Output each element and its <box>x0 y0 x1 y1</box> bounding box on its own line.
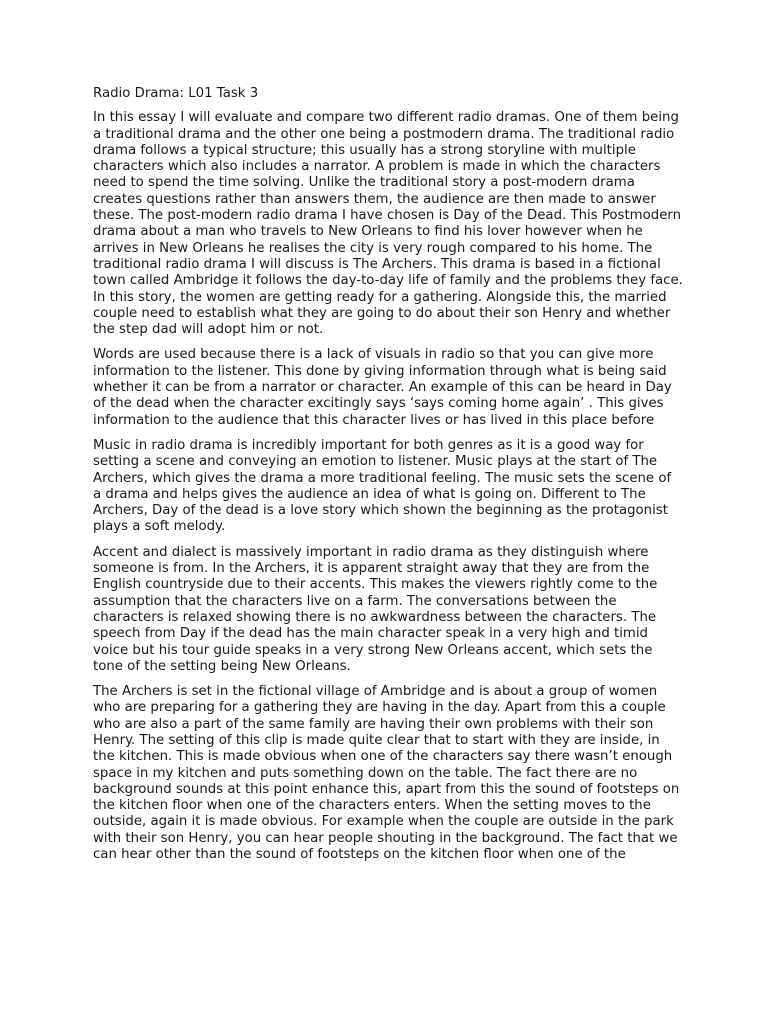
paragraph-introduction: In this essay I will evaluate and compare two different radio dramas. One of them being a traditional drama and the other one being a postmodern drama. The traditional radio drama follows a typical structure; this usually has a strong storyline with multiple characters which also includes a narrator. A problem is made in which the characters need to spend the time solving. Unlike the traditional story a post-modern drama creates questions rather than answers them, the audience are then made to answer these. The post-modern radio drama I have chosen is Day of the Dead. This Postmodern drama about a man who travels to New Orleans to find his lover however when he arrives in New Orleans he realises the city is very rough compared to his home. The traditional radio drama I will discuss is The Archers. This drama is based in a fictional town called Ambridge it follows the day-to-day life of family and the problems they face. In this story, the women are getting ready for a gathering. Alongside this, the married couple need to establish what they are going to do about their son Henry and whether the step dad will adopt him or not. <box>93 110 683 338</box>
paragraph-accent-dialect: Accent and dialect is massively important in radio drama as they distinguish where someone is from. In the Archers, it is apparent straight away that they are from the English countryside due to their accents. This makes the viewers rightly come to the assumption that the characters live on a farm. The conversations between the characters is relaxed showing there is no awkwardness between the characters. The speech from Day if the dead has the main character speak in a very high and timid voice but his tour guide speaks in a very strong New Orleans accent, which sets the tone of the setting being New Orleans. <box>93 544 658 674</box>
paragraph-setting: The Archers is set in the fictional village of Ambridge and is about a group of women who are preparing for a gathering they are having in the day. Apart from this a couple who are also a part of the same family are having their own problems with their son Henry. The setting of this clip is made quite clear that to start with they are inside, in the kitchen. This is made obvious when one of the characters say there wasn’t enough space in my kitchen and puts something down on the table. The fact there are no background sounds at this point enhance this, apart from this the sound of footsteps on the kitchen floor when one of the characters enters. When the setting moves to the outside, again it is made obvious. For example when the couple are outside in the park with their son Henry, you can hear people shouting in the background. The fact that we can hear other than the sound of footsteps on the kitchen floor when one of the <box>93 684 680 863</box>
paragraph-music: Music in radio drama is incredibly important for both genres as it is a good way for setting a scene and conveying an emotion to listener. Music plays at the start of The Archers, which gives the drama a more traditional feeling. The music sets the scene of a drama and helps gives the audience an idea of what is going on. Different to The Archers, Day of the dead is a love story which shown the beginning as the protagonist plays a soft melody. <box>93 437 672 535</box>
document-title: Radio Drama: L01 Task 3 <box>93 86 259 101</box>
document-body <box>93 86 683 872</box>
paragraph-words: Words are used because there is a lack of visuals in radio so that you can give more information to the listener. This done by giving information through what is being said whether it can be from a narrator or character. An example of this can be heard in Day of the dead when the character excitingly says ‘says coming home again’ . This gives information to the audience that this character lives or has lived in this place before <box>93 347 672 428</box>
